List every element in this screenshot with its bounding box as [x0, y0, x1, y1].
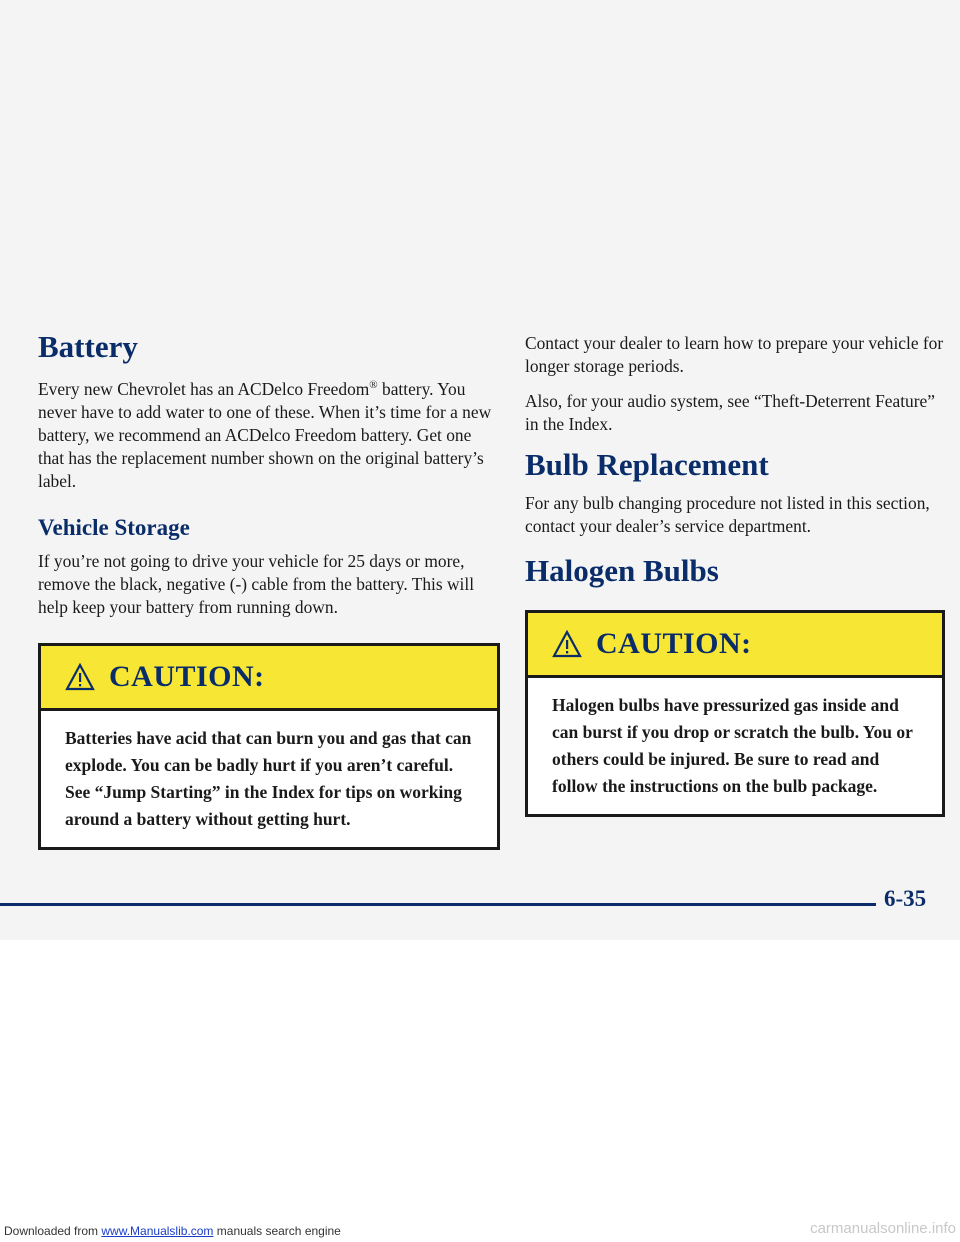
- bulb-replacement-heading: Bulb Replacement: [525, 447, 769, 482]
- caution-text: Halogen bulbs have pressurized gas inside and can burst if you drop or scratch the bulb. You or others could be injured. Be sure to read and follow the instructions on the bulb package.: [552, 695, 913, 797]
- manualslib-link[interactable]: www.Manualslib.com: [101, 1224, 214, 1238]
- caution-header: [528, 613, 942, 678]
- vehicle-storage-heading: Vehicle Storage: [38, 514, 190, 540]
- battery-paragraph: Every new Chevrolet has an ACDelco Freedom® battery. You never have to add water to one of these. When it’s time for a new battery, we recommend an ACDelco Freedom battery. Get one that has the replacement number shown on the original battery’s label.: [38, 378, 492, 491]
- page-number: 6-35: [884, 886, 927, 911]
- halogen-bulbs-heading: Halogen Bulbs: [525, 553, 719, 589]
- carmanuals-watermark: carmanualsonline.info: [810, 1220, 956, 1237]
- caution-text: Batteries have acid that can burn you and gas that can explode. You can be badly hurt if you aren’t careful. See “Jump Starting” in the Index for tips on working around a battery without getting hurt.: [65, 728, 472, 830]
- halogen-caution-box: [525, 610, 945, 817]
- warning-triangle-icon: [65, 663, 95, 691]
- dealer-storage-paragraph: Contact your dealer to learn how to prepare your vehicle for longer storage periods.: [525, 333, 944, 376]
- footer-rule: [0, 903, 876, 906]
- download-footer: Downloaded from www.Manualslib.com manuals search engine: [4, 1224, 341, 1238]
- right-column: [525, 332, 945, 817]
- caution-title: CAUTION:: [109, 660, 265, 694]
- left-column: [38, 330, 500, 850]
- warning-triangle-icon: [552, 630, 582, 658]
- battery-heading: Battery: [38, 329, 138, 364]
- bulb-replacement-paragraph: For any bulb changing procedure not listed in this section, contact your dealer’s service department.: [525, 493, 930, 537]
- caution-header: [41, 646, 497, 711]
- caution-title: CAUTION:: [596, 627, 752, 661]
- audio-system-paragraph: Also, for your audio system, see “Theft-Deterrent Feature” in the Index.: [525, 391, 935, 434]
- vehicle-storage-paragraph: If you’re not going to drive your vehicle for 25 days or more, remove the black, negative (-) cable from the battery. This will help keep your battery from running down.: [38, 551, 475, 618]
- battery-caution-box: [38, 643, 500, 850]
